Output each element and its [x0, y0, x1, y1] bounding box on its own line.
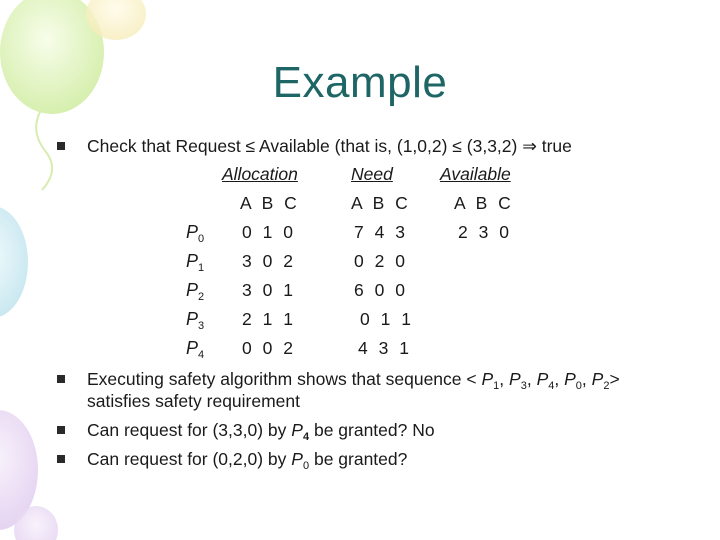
- bullet-marker: [57, 455, 65, 463]
- need-cell: 7 4 3: [354, 222, 408, 242]
- bullet-marker: [57, 375, 65, 383]
- process-label: $P_4$: [186, 338, 205, 361]
- bullet-safety-line2: satisfies safety requirement: [87, 391, 301, 411]
- bullet-check-request: Check that Request ≤ Available (that is, (1,0,2) ≤ (3,3,2) ⇒ true: [87, 136, 572, 156]
- process-label: $P_0$: [186, 222, 205, 245]
- need-cell: 6 0 0: [354, 280, 408, 300]
- process-label: $P_2$: [186, 280, 205, 303]
- available-cell: 2 3 0: [458, 222, 512, 242]
- bullet-marker: [57, 426, 65, 434]
- blue-balloon: [0, 206, 28, 318]
- header-need: Need: [351, 164, 393, 184]
- allocation-cell: 3 0 1: [242, 280, 296, 300]
- need-cell: 0 2 0: [354, 251, 408, 271]
- subheader-need: A B C: [351, 193, 411, 213]
- process-label: $P_3$: [186, 309, 205, 332]
- bullet-request-p0: Can request for (0,2,0) by $P_0$ be granted?: [87, 449, 408, 472]
- bullet-request-p4: Can request for (3,3,0) by $P_4$ be granted? No: [87, 420, 435, 443]
- allocation-cell: 0 1 0: [242, 222, 296, 242]
- allocation-cell: 2 1 1: [242, 309, 296, 329]
- bullet-safety-sequence: Executing safety algorithm shows that sequence < $P_1$, $P_3$, $P_4$, $P_0$, $P_2>$: [87, 369, 620, 392]
- allocation-cell: 0 0 2: [242, 338, 296, 358]
- bullet-marker: [57, 142, 65, 150]
- subheader-allocation: A B C: [240, 193, 300, 213]
- process-label: $P_1$: [186, 251, 205, 274]
- header-available: Available: [440, 164, 511, 184]
- allocation-cell: 3 0 2: [242, 251, 296, 271]
- need-cell: 4 3 1: [358, 338, 412, 358]
- balloon-string: [36, 112, 52, 190]
- slide-title: Example: [272, 58, 448, 107]
- need-cell: 0 1 1: [360, 309, 414, 329]
- header-allocation: Allocation: [222, 164, 298, 184]
- subheader-available: A B C: [454, 193, 514, 213]
